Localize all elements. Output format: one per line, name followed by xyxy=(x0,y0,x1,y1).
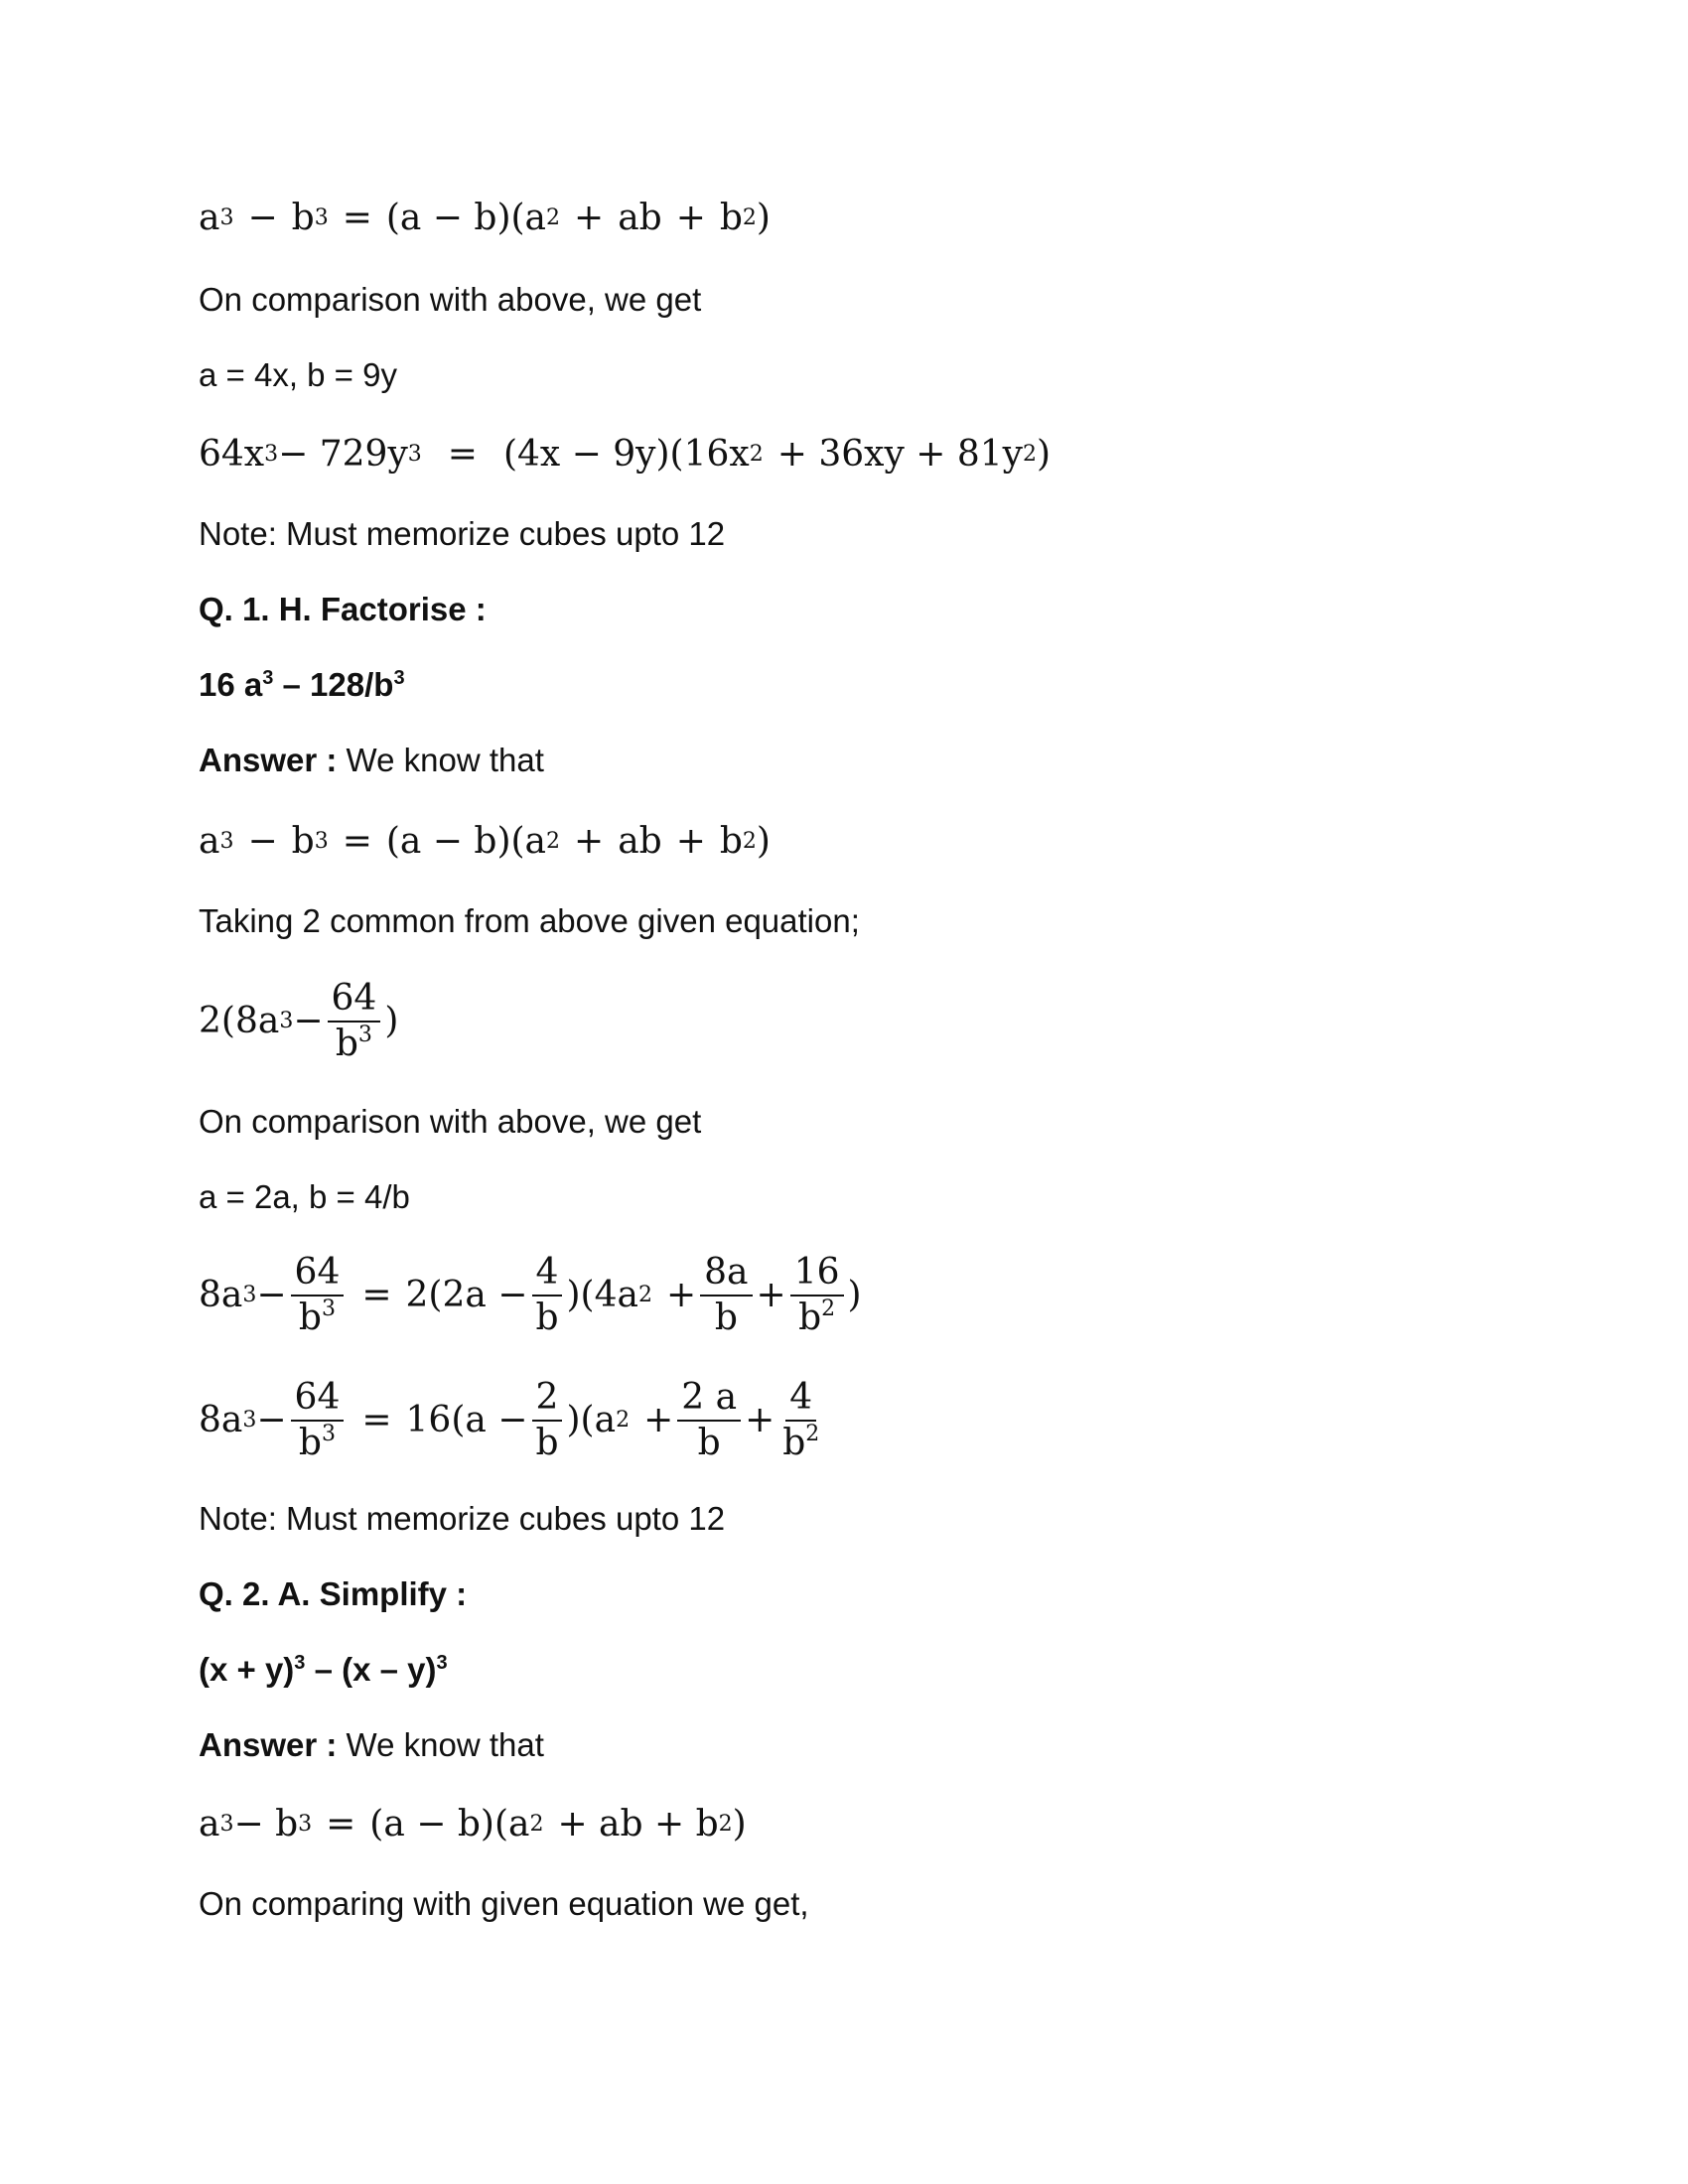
fraction: $\frac{64}{b^3}$ xyxy=(291,1251,345,1340)
text-comparing: On comparing with given equation we get, xyxy=(199,1885,809,1922)
text-common-factor: Taking 2 common from above given equation; xyxy=(199,902,860,939)
fraction: $\frac{2 a}{b}$ xyxy=(677,1376,741,1465)
answer-intro: Answer : We know that xyxy=(199,1726,544,1763)
fraction: $\frac{4}{b^2}$ xyxy=(782,1377,820,1463)
answer-label: Answer : xyxy=(199,1726,338,1763)
fraction: $\frac{8a}{b}$ xyxy=(700,1251,752,1340)
question-heading: Q. 2. A. Simplify : xyxy=(199,1575,468,1612)
note-text: Note: Must memorize cubes upto 12 xyxy=(199,515,726,552)
formula-cube-difference: a 3 − b 3 = (a − b)(a 2 + ab + b 2 ) xyxy=(199,1804,747,1844)
text-values: a = 2a, b = 4/b xyxy=(199,1178,410,1215)
fraction: $\frac{16}{b^2}$ xyxy=(790,1251,844,1340)
fraction: $\frac{4}{b}$ xyxy=(531,1251,562,1340)
question-expression: 16 $a^3 - 128/b^3$ xyxy=(199,666,405,703)
text-comparison: On comparison with above, we get xyxy=(199,1103,702,1140)
question-expression: $(x + y)^3 - (x - y)^3$ xyxy=(199,1651,448,1688)
note-text: Note: Must memorize cubes upto 12 xyxy=(199,1500,726,1537)
answer-label: Answer : xyxy=(199,742,338,778)
fraction: $\frac{64}{b^3}$ xyxy=(291,1376,345,1465)
formula-factorised-result: 64x 3 − 729y 3 = (4x − 9y)(16x 2 + 36xy + 81y 2 ) xyxy=(199,434,1052,475)
formula-cube-difference: a 3 − b 3 = (a − b)(a 2 + ab + b 2 ) xyxy=(199,821,771,862)
answer-intro: Answer : We know that xyxy=(199,742,544,778)
formula-common-factor: 2(8a 3 − $\frac{64}{b^3}$ ) xyxy=(199,978,399,1064)
formula-cube-difference: a 3 − b 3 = (a − b)(a 2 + ab + b 2 ) xyxy=(199,198,771,238)
question-heading: Q. 1. H. Factorise : xyxy=(199,591,487,627)
fraction: $\frac{2}{b}$ xyxy=(531,1376,562,1465)
text-comparison: On comparison with above, we get xyxy=(199,281,702,318)
formula-simplified: 8a 3 − $\frac{64}{b^3}$ = 16(a − $\frac{2}{b}$ )(a 2 + $\frac{2 a}{b}$ + $\frac{4}{b^2}$ xyxy=(199,1376,827,1465)
text-values: a = 4x, b = 9y xyxy=(199,356,397,393)
fraction: $\frac{64}{b^3}$ xyxy=(328,977,381,1066)
formula-expansion: 8a 3 − $\frac{64}{b^3}$ = 2(2a − $\frac{4}{b}$ )(4a 2 + $\frac{8a}{b}$ + $\frac{16}{b^2}$ ) xyxy=(199,1252,862,1338)
